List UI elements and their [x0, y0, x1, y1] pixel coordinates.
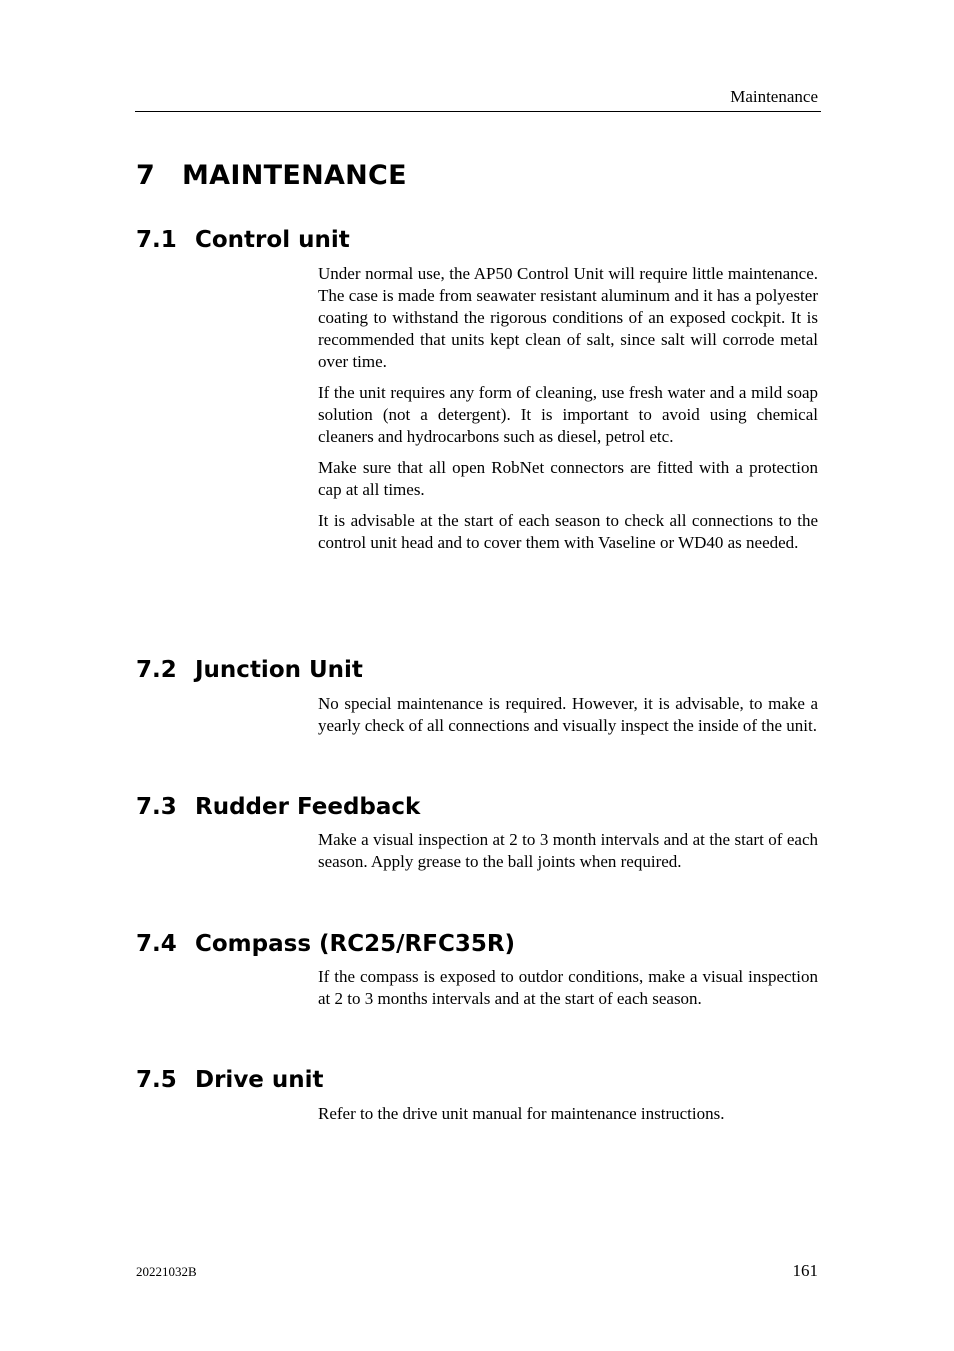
section-heading-rudder-feedback: [136, 793, 420, 821]
chapter-title-text: MAINTENANCE: [182, 160, 407, 191]
section-heading-drive-unit: [136, 1066, 324, 1094]
section-body-drive-unit: [318, 1103, 818, 1134]
section-number: 7.5: [136, 1067, 177, 1093]
section-number: 7.3: [136, 794, 177, 820]
body-paragraph: If the compass is exposed to outdor conditions, make a visual inspection at 2 to 3 months intervals and at the start of each season.: [318, 967, 818, 1008]
section-heading-compass: [136, 930, 515, 958]
header-divider: [135, 111, 821, 112]
body-paragraph: Make a visual inspection at 2 to 3 month intervals and at the start of each season. Apply grease to the ball joints when required.: [318, 830, 818, 871]
section-heading-junction-unit: [136, 656, 363, 684]
body-paragraph: Refer to the drive unit manual for maintenance instructions.: [318, 1104, 725, 1123]
section-title: Junction Unit: [195, 657, 363, 683]
body-paragraph: If the unit requires any form of cleaning, use fresh water and a mild soap solution (not a detergent). It is important to avoid using chemical cleaners and hydrocarbons such as diesel, petrol etc.: [318, 383, 818, 446]
section-number: 7.2: [136, 657, 177, 683]
section-body-rudder-feedback: [318, 829, 818, 882]
body-paragraph: Under normal use, the AP50 Control Unit will require little maintenance. The case is made from seawater resistant aluminum and it has a polyester coating to withstand the rigorous conditions of an exposed cockpit. It is recommended that units kept clean of salt, since salt will corrode metal over time.: [318, 264, 818, 371]
body-paragraph: Make sure that all open RobNet connectors are fitted with a protection cap at all times.: [318, 458, 818, 499]
section-title: Control unit: [195, 227, 350, 253]
chapter-number: 7: [136, 160, 156, 191]
body-paragraph: No special maintenance is required. However, it is advisable, to make a yearly check of all connections and visually inspect the inside of the unit.: [318, 694, 818, 735]
section-body-junction-unit: [318, 693, 818, 746]
section-body-compass: [318, 966, 818, 1019]
section-number: 7.4: [136, 931, 177, 957]
chapter-title: [136, 159, 407, 193]
section-title: Drive unit: [195, 1067, 324, 1093]
section-number: 7.1: [136, 227, 177, 253]
section-body-control-unit: [318, 263, 818, 563]
running-header: Maintenance: [730, 87, 818, 106]
section-title: Compass (RC25/RFC35R): [195, 931, 516, 957]
section-heading-control-unit: [136, 226, 350, 254]
page-number: 161: [792, 1261, 818, 1280]
body-paragraph: It is advisable at the start of each season to check all connections to the control unit head and to cover them with Vaseline or WD40 as needed.: [318, 511, 818, 552]
section-title: Rudder Feedback: [195, 794, 421, 820]
document-number: 20221032B: [136, 1264, 197, 1279]
